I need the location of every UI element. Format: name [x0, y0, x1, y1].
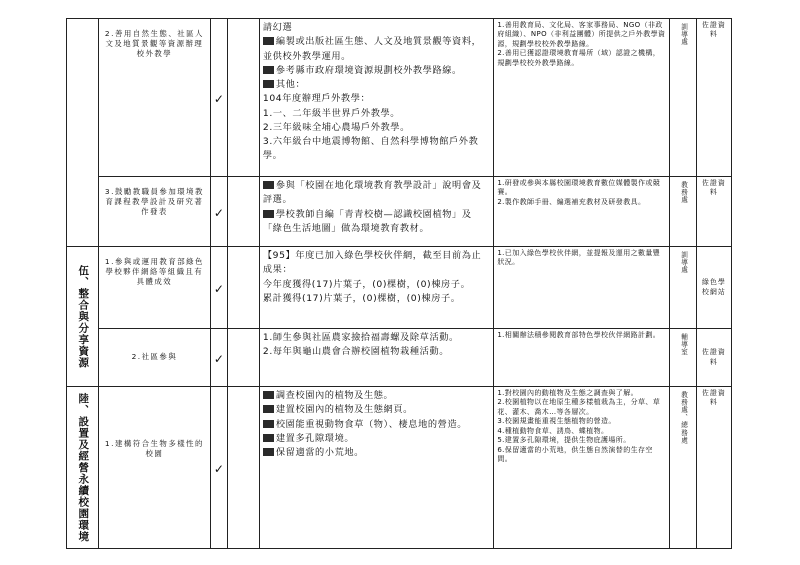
main-line: 參與「校園在地化環境教育教學設計」說明會及評選。: [262, 180, 482, 206]
results-cell: [494, 177, 670, 247]
evidence-cell: [696, 19, 731, 177]
evidence-text: 佐證資料: [701, 179, 726, 197]
checkbox-filled-icon: [263, 66, 274, 74]
check-mark: ✓: [213, 206, 224, 220]
main-line: 其他：: [263, 78, 490, 92]
item-cell: [98, 247, 210, 329]
check-mark: ✓: [213, 282, 224, 296]
main-line: 1.一、二年級半世界戶外教學。: [262, 107, 401, 119]
table-row: [67, 329, 732, 387]
check-cell: [210, 329, 227, 387]
result-line: 5.建置多孔隙環境，提供生物庇護場所。: [497, 436, 631, 445]
result-line: 6.保留適當的小荒地，供生態自然演替的生存空間。: [497, 445, 653, 464]
result-line: 2.製作教師手冊、編選補充教材及研發教具。: [497, 197, 646, 206]
check-mark: ✓: [213, 92, 224, 106]
main-line: 學校教師自編「青青校樹—認識校園植物」及「綠色生活地圖」做為環境教育教材。: [262, 208, 472, 234]
results-cell: [494, 329, 670, 387]
check-cell: [210, 177, 227, 247]
evidence-text: 佐證資料: [701, 21, 726, 39]
result-line: 2.善用已獲認證環境教育場所（域）認證之機構，規劃學校校外教學路線。: [497, 49, 661, 67]
result-line: 3.校園規畫能重視生態植物的營造。: [497, 417, 616, 426]
checkbox-filled-icon: [263, 420, 274, 428]
evidence-text: 佐證資料: [701, 348, 726, 366]
main-line: 參考縣市政府環境資源規劃校外教學路線。: [263, 64, 490, 78]
item-text: 1.建構符合生物多樣性的校園: [104, 439, 204, 459]
unit-text: 教務處: [679, 181, 688, 204]
section-cell: [67, 247, 99, 387]
evaluation-table: [66, 18, 732, 549]
spacer-cell: [227, 329, 259, 387]
check-cell: [210, 19, 227, 177]
item-cell: [98, 177, 210, 247]
checkbox-filled-icon: [263, 181, 274, 189]
spacer-cell: [227, 19, 259, 177]
checkbox-filled-icon: [263, 37, 274, 45]
evidence-cell: [696, 387, 731, 549]
main-content-cell: [259, 177, 493, 247]
result-line: 2.校園植物以在地原生種多樣植栽為主，分草、草花、灌木、喬木…等各層次。: [497, 398, 661, 416]
main-line: 建置多孔隙環境。: [263, 432, 490, 446]
item-text: 3.鼓勵教職員參加環境教育課程教學設計及研究著作發表: [104, 187, 204, 217]
item-cell: [98, 329, 210, 387]
item-text: 1.參與或運用教育部綠色學校夥伴網絡等組織且有具體成效: [104, 257, 204, 287]
spacer-cell: [227, 247, 259, 329]
checkbox-filled-icon: [263, 434, 274, 442]
spacer-cell: [227, 387, 259, 549]
table-row: [67, 387, 732, 549]
main-line: 【95】年度已加入綠色學校伙伴網，截至目前為止成果：: [262, 250, 482, 276]
section-cell: [67, 387, 99, 549]
unit-cell: [670, 177, 697, 247]
main-line: 建置校園內的植物及生態網頁。: [263, 403, 490, 417]
evidence-text: 佐證資料: [701, 389, 726, 407]
section-title: 伍、整合與分享資源: [77, 264, 90, 369]
table-row: [67, 177, 732, 247]
main-line: 1.師生參與社區農家撿拾福壽螺及除草活動。: [262, 332, 459, 343]
section-title: 陸、設置及經營永續校園環境: [77, 392, 90, 543]
checkbox-filled-icon: [263, 448, 274, 456]
result-line: 4.種植動物食草、誘鳥、蝶植物。: [497, 426, 609, 435]
main-line: 今年度獲得(17)片葉子，(0)棵樹，(0)棟房子。: [262, 278, 471, 290]
main-line: 累計獲得(17)片葉子，(0)棵樹，(0)棟房子。: [262, 292, 461, 304]
item-cell: [98, 387, 210, 549]
main-line: 調查校園內的植物及生態。: [263, 389, 490, 403]
unit-text: 訓導處: [679, 251, 688, 274]
main-line: 校園能重視動物食草（物）、棲息地的營造。: [263, 418, 490, 432]
checkbox-filled-icon: [263, 210, 274, 218]
unit-cell: [670, 19, 697, 177]
checkbox-filled-icon: [263, 80, 274, 88]
result-line: 1.善用教育局、文化局、客家事務局、NGO（非政府組織）、NPO（非利益團體）所提供之戶外教學資源，規劃學校校外教學路線。: [497, 21, 666, 48]
main-content-cell: [259, 19, 493, 177]
main-line: 編製或出版社區生態、人文及地質景觀等資料，並供校外教學運用。: [262, 36, 482, 62]
item-cell: [98, 19, 210, 177]
spacer-cell: [227, 177, 259, 247]
checkbox-filled-icon: [263, 405, 274, 413]
results-cell: [494, 387, 670, 549]
result-line: 1.對校園內的動植物及生態之調查與了解。: [497, 389, 639, 397]
unit-text: 訓導處: [679, 23, 688, 46]
item-text: 2.善用自然生態、社區人文及地質景觀等資源辦理校外教學: [104, 29, 204, 59]
main-line: 2.每年與龜山農會合辦校園植物栽種活動。: [262, 346, 450, 358]
main-line: 2.三年級味全埔心農場戶外教學。: [262, 121, 410, 133]
unit-cell: [670, 329, 697, 387]
main-line: 104年度辦理戶外教學：: [262, 93, 371, 105]
check-mark: ✓: [213, 462, 224, 476]
table-row: [67, 19, 732, 177]
checkbox-filled-icon: [263, 391, 274, 399]
main-line: 請幻選: [262, 22, 293, 33]
table-row: [67, 247, 732, 329]
evidence-text: 綠色學校網站: [701, 278, 726, 296]
check-cell: [210, 247, 227, 329]
main-content-cell: [259, 247, 493, 329]
evidence-cell: [696, 247, 731, 329]
unit-cell: [670, 387, 697, 549]
unit-text: 教務處、總務處: [679, 391, 688, 445]
main-content-cell: [259, 387, 493, 549]
result-line: 1.相關辦法積參閱教育部特色學校伙伴網路計劃。: [497, 331, 661, 339]
evidence-cell: [696, 177, 731, 247]
result-line: 1.已加入綠色學校伙伴網，並提報及運用之數量豐狀況。: [497, 249, 661, 267]
evidence-cell: [696, 329, 731, 387]
main-content-cell: [259, 329, 493, 387]
results-cell: [494, 247, 670, 329]
results-cell: [494, 19, 670, 177]
unit-cell: [670, 247, 697, 329]
check-cell: [210, 387, 227, 549]
check-mark: ✓: [213, 352, 224, 366]
main-line: 3.六年級台中地震博物館、自然科學博物館戶外教學。: [262, 136, 479, 162]
unit-text: 輔導室: [679, 333, 688, 356]
item-text: 2.社區參與: [131, 352, 178, 362]
main-line: 保留適當的小荒地。: [263, 446, 490, 460]
section-cell-empty: [67, 19, 99, 247]
result-line: 1.研發或參與本縣校園環境教育數位媒體製作或競賽。: [497, 179, 661, 197]
